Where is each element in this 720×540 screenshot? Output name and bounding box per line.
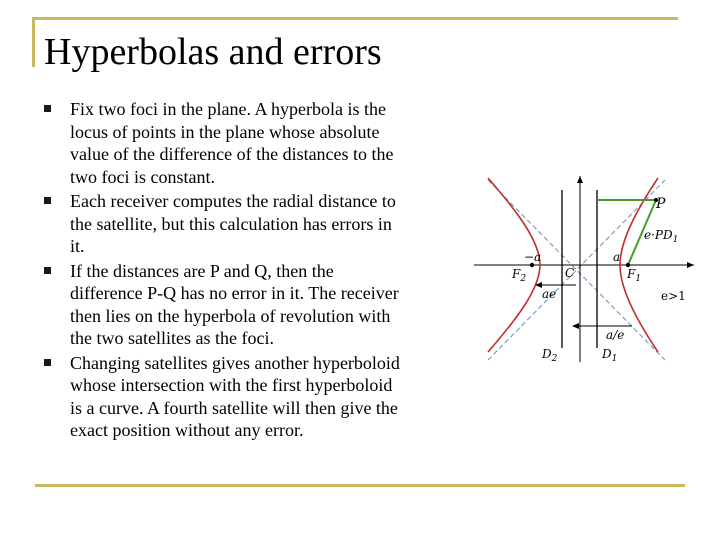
bullet-item [44, 352, 404, 442]
label-d1: $D_1$ [602, 347, 618, 364]
bullet-item [44, 260, 404, 350]
slide-title: Hyperbolas and errors [44, 31, 382, 73]
bullet-text: If the distances are P and Q, then the difference P-Q has no error in it. The receiver then lies on the hyperbola of revolution with the two satellites as the foci. [70, 260, 399, 348]
label-c: C [565, 266, 575, 280]
slide-frame-top [32, 17, 678, 20]
bullet-square-icon [44, 359, 51, 366]
label-e-pd1: $e\cdot PD_1$ [644, 228, 679, 245]
label-a: a [613, 250, 621, 264]
label-d2: $D_2$ [542, 347, 558, 364]
bullet-item [44, 190, 404, 258]
bullet-square-icon [44, 105, 51, 112]
label-p: P [656, 196, 666, 212]
bullet-square-icon [44, 267, 51, 274]
label-e-gt-1: e>1 [661, 289, 686, 303]
slide-frame-left [32, 17, 35, 67]
label-f1: $F_1$ [627, 267, 642, 284]
label-a-over-e: a/e [606, 328, 625, 342]
slide-frame-bottom [35, 484, 685, 487]
bullet-text: Each receiver computes the radial distance to the satellite, but this calculation has errors in it. [70, 191, 396, 256]
label-neg-a: −a [524, 250, 542, 264]
bullet-text: Fix two foci in the plane. A hyperbola is the locus of points in the plane whose absolute value of the difference of the distances to the two foci is constant. [70, 99, 394, 187]
bullet-square-icon [44, 197, 51, 204]
label-ae: ae [542, 287, 557, 301]
hyperbola-diagram [470, 170, 710, 370]
bullet-list [44, 98, 404, 444]
label-f2: $F_2$ [512, 267, 527, 284]
bullet-item [44, 98, 404, 188]
bullet-text: Changing satellites gives another hyperboloid whose intersection with the first hyperboloid is a curve. A fourth satellite will then give the exact position without any error. [70, 352, 400, 440]
